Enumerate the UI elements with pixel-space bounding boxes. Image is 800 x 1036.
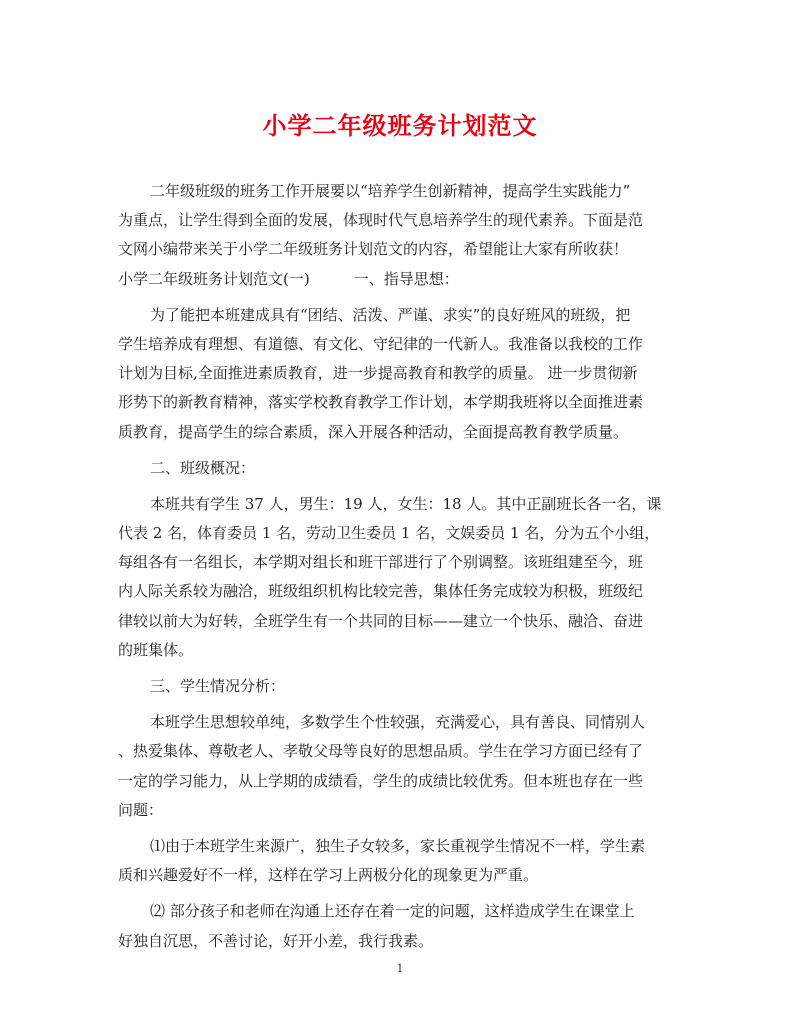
text-line: ⑵ 部分孩子和老师在沟通上还存在着一定的问题，这样造成学生在课堂上 <box>150 902 635 921</box>
document-body <box>118 177 678 963</box>
list-item <box>118 897 678 955</box>
section-heading: 二、班级概况： <box>150 458 256 477</box>
document-title: 小学二年级班务计划范文 <box>262 111 538 140</box>
text-line: 学生培养成有理想、有道德、有文化、守纪律的一代新人。我准备以我校的工作 <box>118 334 644 353</box>
text-line: 律较以前大为好转，全班学生有一个共同的目标——建立一个快乐、融洽、奋进 <box>118 611 644 630</box>
text-line: 计划为目标,全面推进素质教育，进一步提高教育和教学的质量。 进一步贯彻新 <box>118 364 638 383</box>
section-heading: 一、指导思想： <box>353 269 459 288</box>
text-line: 每组各有一名组长，本学期对组长和班干部进行了个别调整。该班组建至今，班 <box>118 553 644 572</box>
page-number: 1 <box>396 962 404 975</box>
text-line: ⑴由于本班学生来源广，独生子女较多，家长重视学生情况不一样，学生素 <box>150 836 646 855</box>
text-line: 本班学生思想较单纯，多数学生个性较强，充满爱心，具有善良、同情别人 <box>150 713 646 732</box>
section3-heading-block <box>118 672 678 701</box>
list-item <box>118 832 678 890</box>
text-line: 质教育，提高学生的综合素质，深入开展各种活动，全面提高教育教学质量。 <box>118 422 629 441</box>
text-line: 问题： <box>118 800 164 819</box>
text-line: 、热爱集体、尊敬老人、孝敬父母等良好的思想品质。学生在学习方面已经有了 <box>118 742 644 761</box>
text-line: 的班集体。 <box>118 640 194 659</box>
subtitle-line <box>118 265 678 294</box>
text-line: 质和兴趣爱好不一样，这样在学习上两极分化的现象更为严重。 <box>118 866 539 885</box>
intro-paragraph <box>118 177 678 294</box>
text-line: 形势下的新教育精神，落实学校教育教学工作计划，本学期我班将以全面推进素 <box>118 393 644 412</box>
section3-paragraph <box>118 708 678 825</box>
text-line: 文网小编带来关于小学二年级班务计划范文的内容，希望能让大家有所收获！ <box>118 240 629 259</box>
text-line: 好独自沉思，不善讨论，好开小差，我行我素。 <box>118 931 434 950</box>
text-line: 内人际关系较为融洽，班级组织机构比较完善，集体任务完成较为积极，班级纪 <box>118 582 644 601</box>
section2-paragraph <box>118 490 678 665</box>
text-line: 为重点，让学生得到全面的发展，体现时代气息培养学生的现代素养。下面是范 <box>118 211 644 230</box>
article-subtitle: 小学二年级班务计划范文(一) <box>118 269 310 288</box>
section1-paragraph <box>118 301 678 447</box>
text-line: 二年级班级的班务工作开展要以“培养学生创新精神，提高学生实践能力” <box>150 182 631 200</box>
text-line: 本班共有学生 37 人，男生：19 人，女生：18 人。其中正副班长各一名，课 <box>150 494 662 513</box>
text-line: 为了能把本班建成具有“团结、活泼、严谨、求实”的良好班风的班级，把 <box>150 305 631 324</box>
text-line: 代表 2 名，体育委员 1 名，劳动卫生委员 1 名，文娱委员 1 名，分为五个小组， <box>118 524 660 543</box>
section2-heading-block <box>118 454 678 483</box>
section-heading: 三、学生情况分析： <box>150 677 286 695</box>
text-line: 一定的学习能力，从上学期的成绩看，学生的成绩比较优秀。但本班也存在一些 <box>118 771 644 790</box>
